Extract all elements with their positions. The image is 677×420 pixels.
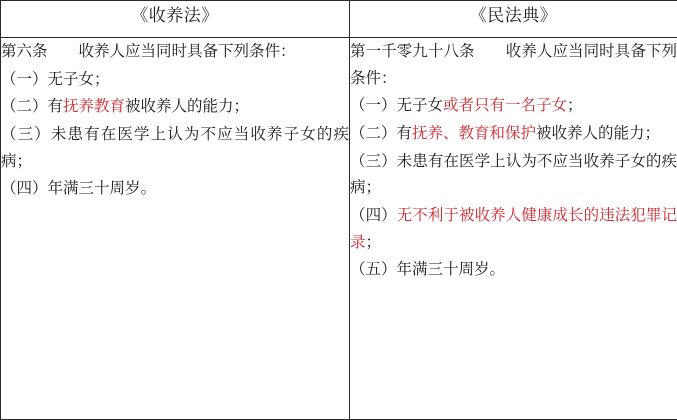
- civil-code-text: （五）年满三十周岁。: [350, 260, 506, 279]
- civil-code-text: （二）有: [350, 123, 413, 142]
- adoption-law-paragraph: [1, 66, 349, 93]
- adoption-law-text: （三）未患有在医学上认为不应当收养子女的疾病；: [1, 124, 349, 170]
- civil-code-text: 被收养人的能力；: [536, 123, 661, 142]
- civil-code-highlighted-text: 或者只有一名子女: [443, 96, 568, 115]
- civil-code-highlighted-text: 无不利于被收养人健康成长的违法犯罪记录: [350, 205, 677, 251]
- adoption-law-paragraph: [1, 93, 349, 120]
- column-header-adoption-law: [1, 1, 350, 38]
- table-body-row: [1, 38, 677, 420]
- civil-code-text: （三）未患有在医学上认为不应当收养子女的疾病；: [350, 151, 677, 197]
- adoption-law-text: 第六条: [1, 42, 48, 60]
- adoption-law-paragraph: [1, 121, 349, 174]
- civil-code-text: ；: [365, 232, 382, 251]
- civil-code-paragraphs: [350, 38, 677, 283]
- adoption-law-paragraph: [1, 175, 349, 202]
- adoption-law-text: （一）无子女；: [1, 69, 110, 88]
- cell-civil-code-text: [350, 38, 677, 420]
- civil-code-paragraph: [350, 120, 677, 147]
- column-header-civil-code: [350, 1, 677, 38]
- civil-code-text: （一）无子女: [350, 96, 444, 115]
- civil-code-text: ；: [567, 96, 583, 115]
- civil-code-paragraph: [350, 92, 677, 119]
- civil-code-paragraph: [350, 38, 677, 91]
- civil-code-highlighted-text: 抚养、教育和保护: [412, 123, 537, 142]
- civil-code-paragraph: [350, 148, 677, 201]
- adoption-law-highlighted-text: 抚养教育: [63, 97, 126, 116]
- civil-code-paragraph: [350, 256, 677, 283]
- cell-adoption-law-text: [1, 38, 350, 420]
- civil-code-text: 收养人应当同时具备下列条件：: [350, 42, 677, 87]
- civil-code-text: （四）: [350, 205, 397, 224]
- adoption-law-text: 收养人应当同时具备下列条件：: [47, 42, 296, 60]
- table-header-row: [1, 1, 677, 38]
- column-header-adoption-law-label: 《收养法》: [131, 6, 219, 26]
- civil-code-paragraph: [350, 202, 677, 255]
- adoption-law-text: （二）有: [1, 97, 64, 116]
- column-header-civil-code-label: 《民法典》: [469, 6, 558, 26]
- adoption-law-text: 被收养人的能力；: [125, 97, 250, 116]
- adoption-law-paragraphs: [1, 38, 349, 202]
- civil-code-text: 第一千零九十八条: [350, 42, 475, 60]
- adoption-law-paragraph: [1, 38, 349, 65]
- adoption-law-text: （四）年满三十周岁。: [1, 179, 157, 198]
